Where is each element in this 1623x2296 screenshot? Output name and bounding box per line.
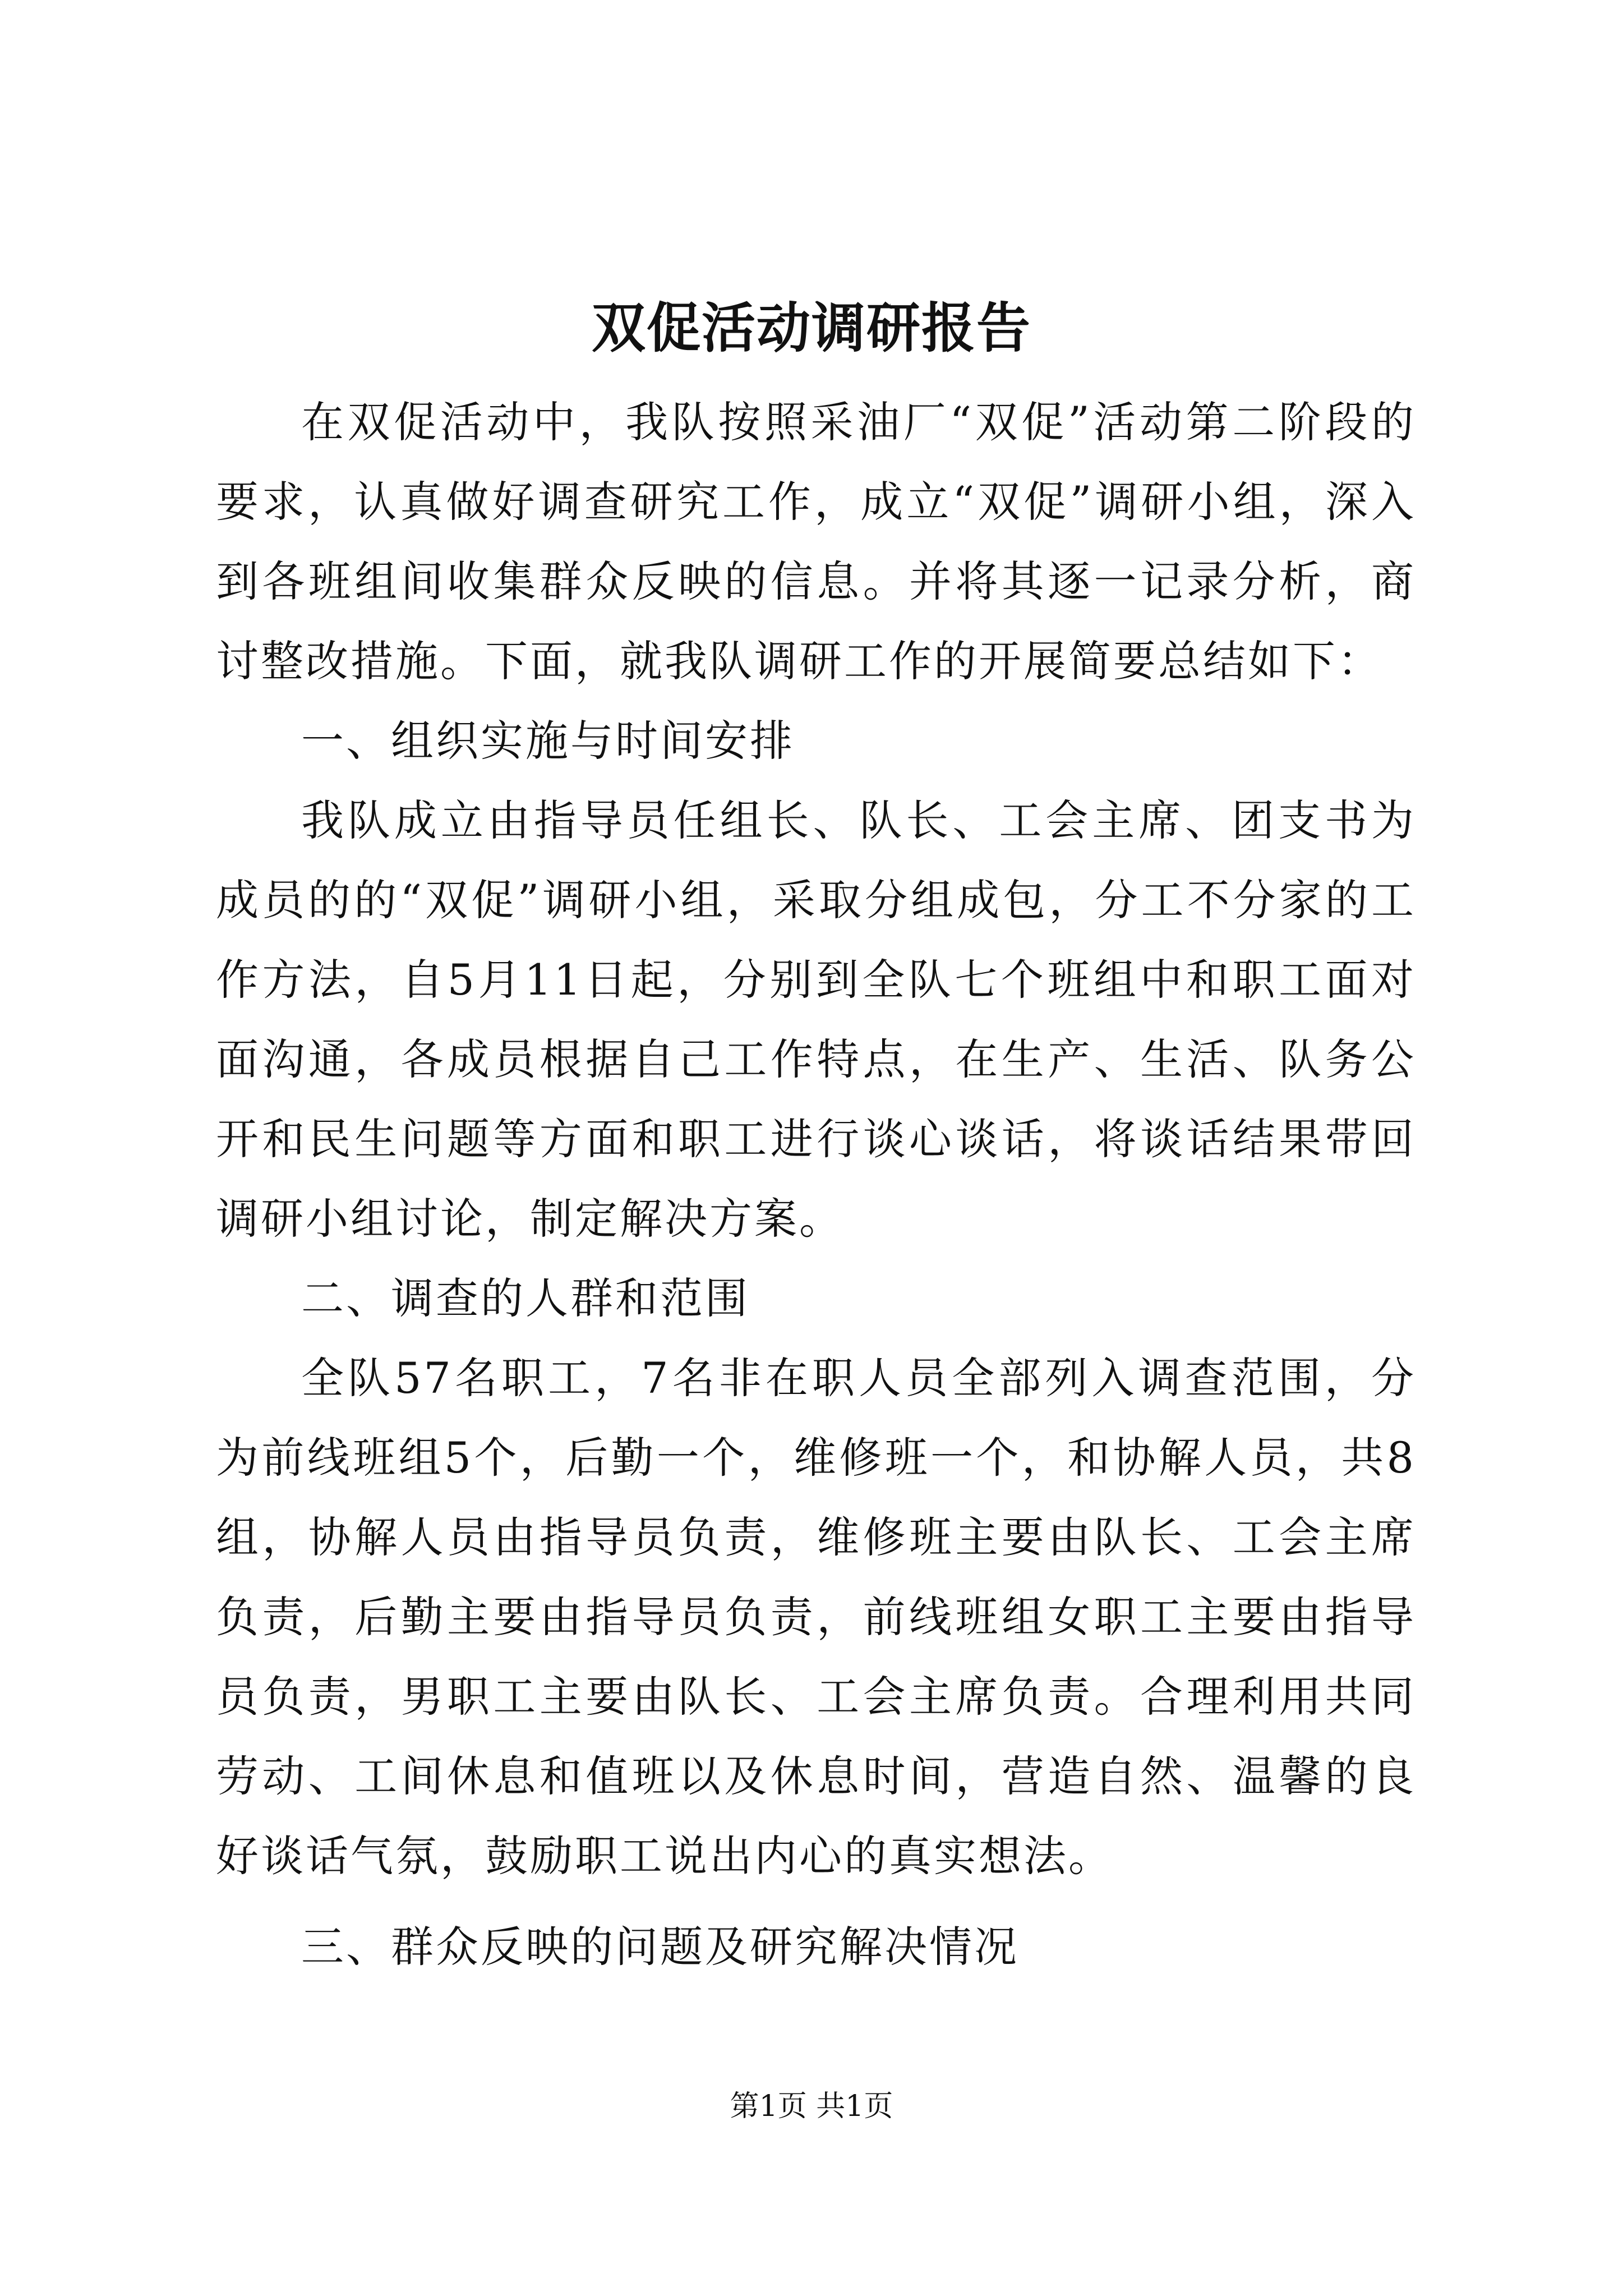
section-heading-3: 三、群众反映的问题及研究解决情况 — [301, 1922, 1019, 1972]
document-title: 双促活动调研报告 — [592, 296, 1031, 360]
page-footer: 第1页 共1页 — [730, 2090, 893, 2123]
section-heading-1: 一、组织实施与时间安排 — [301, 716, 795, 766]
paragraph-scope: 全队57名职工，7名非在职人员全部列入调查范围，分为前线班组5个，后勤一个，维修班一个，和协解人员，共8组，协解人员由指导员负责，维修班主要由队长、工会主席负责，后勤主要由指导员负责，前线班组女职工主要由指导员负责，男职工主要由队长、工会主席负责。合理利用共同劳动、工间休息和值班以及休息时间，营造自然、温馨的良好谈话气氛，鼓励职工说出内心的真实想法。 — [216, 1353, 1416, 1881]
document-body — [216, 383, 1416, 1987]
paragraph-organization: 我队成立由指导员任组长、队长、工会主席、团支书为成员的的“双促”调研小组，采取分组成包，分工不分家的工作方法，自5月11日起，分别到全队七个班组中和职工面对面沟通，各成员根据自己工作特点，在生产、生活、队务公开和民生问题等方面和职工进行谈心谈话，将谈话结果带回调研小组讨论，制定解决方案。 — [216, 795, 1416, 1244]
paragraph-intro: 在双促活动中，我队按照采油厂“双促”活动第二阶段的要求，认真做好调查研究工作，成立“双促”调研小组，深入到各班组间收集群众反映的信息。并将其逐一记录分析，商讨整改措施。下面，就我队调研工作的开展简要总结如下： — [216, 397, 1416, 686]
section-heading-2: 二、调查的人群和范围 — [301, 1273, 750, 1323]
